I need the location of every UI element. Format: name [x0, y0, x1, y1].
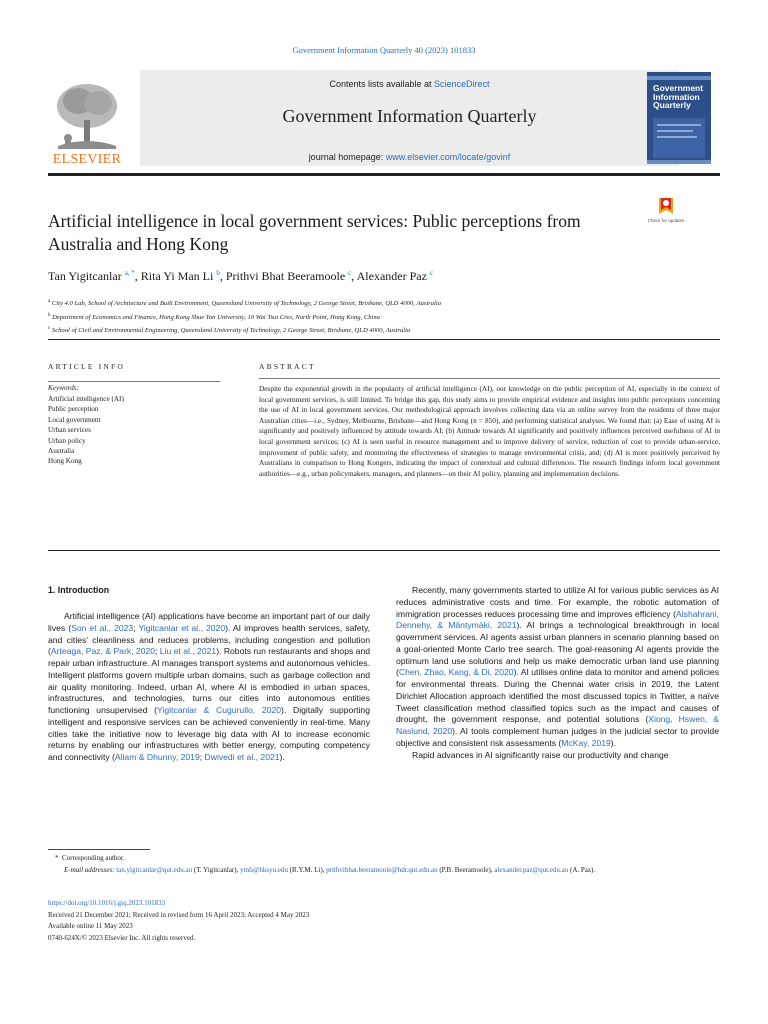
abstract-bottom-divider	[48, 550, 720, 551]
copyright-notice: 0740-624X/© 2023 Elsevier Inc. All rights reserved.	[48, 933, 196, 942]
citation-link[interactable]: Yigitcanlar et al., 2020	[138, 622, 226, 633]
journal-banner	[140, 70, 679, 166]
check-for-updates-label: Check for updates	[647, 218, 685, 223]
email-label: E-mail addresses:	[64, 866, 115, 874]
paragraph-text: ). AI brings a technological breakthrough in local government services. AI agents assist urban planners in scenario planning based on a goal-oriented Monte Carlo tree search. The goal-reasoning AI agents provide the optimum land use solutions and help us make democratic urban land use planning (	[396, 620, 719, 678]
citation-link[interactable]: Yigitcanlar & Cugurullo, 2020	[157, 705, 282, 715]
email-owner: (R.Y.M. Li),	[287, 866, 327, 874]
author-name[interactable]: Tan Yigitcanlar	[48, 269, 122, 283]
author-affiliation-marker[interactable]: c	[348, 269, 352, 277]
keyword-item: Artificial intelligence (AI)	[48, 395, 124, 403]
keyword-item: Urban services	[48, 426, 91, 435]
article-info-divider	[48, 381, 220, 382]
keyword-item: Public perception	[48, 405, 99, 414]
section-divider	[48, 339, 720, 340]
citation-link[interactable]: Arteaga, Paz, & Park, 2020	[50, 646, 156, 657]
paragraph-text: ). AI improves health services, safety, and cities’ cleanliness and reduces problems, including congestion and pollution (	[48, 622, 371, 657]
body-column-left	[48, 611, 370, 764]
paragraph-text: ). AI tools complement human judges in the judicial sector to provide objective and consistent risk assessments (	[396, 726, 719, 748]
journal-reference-link[interactable]: Government Information Quarterly 40 (2023) 101833	[292, 45, 476, 55]
author-name[interactable]: Rita Yi Man Li	[140, 269, 214, 283]
email-link[interactable]: ymli@hksyu.edu	[240, 866, 288, 874]
paragraph-text: Artificial intelligence (AI) applications have become an important part of our daily lives (	[48, 611, 370, 633]
article-title: Artificial intelligence in local government services: Public perceptions from Australia and Hong Kong	[48, 211, 581, 254]
keyword-item: Australia	[48, 447, 75, 456]
check-for-updates-icon	[646, 196, 686, 218]
abstract-divider	[259, 378, 720, 379]
section-heading-introduction: 1. Introduction	[48, 585, 110, 595]
keywords-label: Keywords:	[48, 384, 79, 392]
email-link[interactable]: prithvibhat.beeramoole@hdr.qut.edu.au	[326, 866, 438, 874]
contents-prefix: Contents lists available at	[329, 79, 435, 89]
article-info-heading: ARTICLE INFO	[48, 362, 125, 371]
paragraph-text: ).	[610, 737, 617, 748]
citation-link[interactable]: Alshahrani, Dennehy, & Mäntymäki, 2021	[396, 608, 719, 631]
email-owner: (P.B. Beeramoole),	[437, 866, 495, 874]
received-dates: Received 21 December 2021; Received in revised form 16 April 2023; Accepted 4 May 2023	[48, 910, 310, 919]
paragraph-text: ). Robots run restaurants and shops and repair urban infrastructure. AI manages transport systems and autonomous vehicles. Intelligent platforms govern multiple urban domains, such as garbage collection and air quality monitoring. Indeed, urban AI, where AI is embodied in urban spaces, infrastructures, and technologies, turns our cities into autonomous entities functioning unsupervised (	[48, 646, 371, 715]
paragraph-text: ).	[279, 752, 285, 762]
journal-homepage	[140, 152, 679, 162]
email-owner: (T. Yigitcanlar),	[192, 866, 241, 874]
email-link[interactable]: tan.yigitcanlar@qut.edu.au	[116, 866, 193, 874]
author-affiliation-marker[interactable]: c	[429, 269, 434, 277]
citation-link[interactable]: Dwivedi et al., 2021	[204, 752, 280, 762]
publication-info	[48, 898, 720, 944]
keyword-item: Urban policy	[48, 436, 86, 445]
cover-title: Government Information Quarterly	[653, 83, 704, 110]
available-online: Available online 11 May 2023	[48, 922, 133, 930]
paragraph-text: ). Digitally supporting intelligent and responsive services can be achieved conveniently in real-time. Many cities take the initiative now to leverage big data with AI to increase economic returns by enabling our infrastructures with better energy, computing competency and connectivity (	[48, 705, 370, 762]
paragraph-text: ). AI utilises online data to monitor and amend policies for environmental threats. During the Chennai water crisis in 2019, the Latent Dirichlet Allocation approach identified the most discussed topics in Twitter, a naïve Tweet classification method classified topics such as the impact and causes of drought, the government response, and potential solutions (	[396, 667, 720, 725]
email-addresses	[48, 864, 720, 876]
author-name[interactable]: Alexander Paz	[356, 269, 427, 283]
paragraph-text: Recently, many governments started to utilize AI for various public services as AI reduces administrative costs and time. For example, the robotic automation of immigration processes reduces processing time and improves efficiency (	[396, 585, 719, 619]
citation-link[interactable]: Chen, Zhao, Kang, & Di, 2020	[398, 667, 514, 678]
author-affiliation-marker[interactable]: b	[216, 269, 220, 277]
author-affiliation-marker[interactable]: a, *	[124, 269, 135, 277]
affiliation-item: $^a$ City 4.0 Lab, School of Architecture and Built Environment, Queensland University of Technology, 2 George Street, Brisbane, QLD 4000, Australia	[48, 299, 442, 308]
journal-header	[48, 70, 720, 170]
author-list: Tan Yigitcanlar $^{a, *}$, Rita Yi Man Li $^b$, Prithvi Bhat Beeramoole $^c$, Alexander Paz $^c$	[48, 269, 434, 283]
contents-availability	[140, 79, 679, 89]
journal-title: Government Information Quarterly	[282, 106, 537, 126]
keywords-list	[48, 394, 218, 467]
homepage-prefix: journal homepage:	[308, 152, 386, 162]
citation-link[interactable]: Son et al., 2023	[71, 622, 134, 633]
citation-link[interactable]: Allam & Dhunny, 2019	[114, 752, 200, 762]
homepage-link[interactable]: www.elsevier.com/locate/govinf	[385, 152, 511, 162]
body-paragraph: Rapid advances in AI significantly raise our productivity and change	[412, 749, 669, 760]
body-column-right	[396, 585, 719, 761]
keyword-item: Hong Kong	[48, 457, 82, 466]
citation-link[interactable]: McKay, 2019	[561, 737, 611, 748]
abstract-heading: ABSTRACT	[259, 362, 316, 371]
header-divider	[48, 173, 720, 176]
body-paragraph	[48, 611, 370, 764]
elsevier-logo	[48, 76, 126, 166]
footnotes	[48, 852, 720, 876]
affiliation-item: $^b$ Department of Economics and Finance, Hong Kong Shue Yan University, 10 Wai Tsui Cres, North Point, Hong Kong, China	[48, 312, 380, 321]
paragraph-text: ;	[199, 752, 205, 762]
paragraph-text: ;	[133, 622, 139, 633]
keyword-item: Local government	[48, 415, 101, 424]
affiliations	[48, 296, 720, 337]
sciencedirect-link[interactable]: ScienceDirect	[434, 79, 490, 89]
elsevier-wordmark: ELSEVIER	[52, 152, 122, 167]
doi-link[interactable]: https://doi.org/10.1016/j.giq.2023.101833	[48, 899, 166, 907]
email-owner: (A. Paz).	[568, 866, 596, 874]
journal-cover-image	[647, 72, 711, 164]
check-for-updates-button[interactable]	[646, 196, 686, 230]
abstract-text: Despite the exponential growth in the popularity of artificial intelligence (AI), our knowledge on the public perception of AI, especially in the context of local government services, is still limited. To bridge this gap, this study aims to provide empirical evidence and insights into public perceptions concerning the use of AI in local government services. Our methodological approach involves collecting data via an online survey from the residents of three major Australian cities—i.e., Sydney, Melbourne, Brisbane—and Hong Kong (n = 850), and performing statistical analyses. We found that: (a) Ease of using AI is significantly and positively influenced by attitude towards AI; (b) Attitude towards AI significantly and positively influences perceived usefulness of AI in local government services; (c) AI is seen useful in resource management and to improve delivery of service, reduction of cost to provide urban-service, improvement of public safety, and monitoring the effectiveness of strategies to manage environmental crisis, and; (d) AI is more positively perceived by Australians in comparison to Hong Kongers, indicating the impact of contextual and cultural differences. The research findings inform local government authorities—e.g., urban policymakers, managers, and planners—on their AI policy, planning and implementation decisions.	[259, 384, 720, 478]
citation-link[interactable]: Liu et al., 2021	[159, 646, 217, 657]
author-name[interactable]: Prithvi Bhat Beeramoole	[225, 269, 346, 283]
body-paragraph	[396, 585, 719, 750]
email-link[interactable]: alexander.paz@qut.edu.au	[494, 866, 569, 874]
affiliation-item: $^c$ School of Civil and Environmental Engineering, Queensland University of Technology, 2 George Street, Brisbane, QLD 4000, Australia	[48, 326, 411, 335]
footnote-divider	[48, 849, 150, 850]
citation-link[interactable]: Xiong, Hswen, & Naslund, 2020	[396, 714, 719, 736]
corresponding-author-note: * Corresponding author.	[55, 854, 125, 862]
paragraph-text: ;	[155, 646, 160, 657]
